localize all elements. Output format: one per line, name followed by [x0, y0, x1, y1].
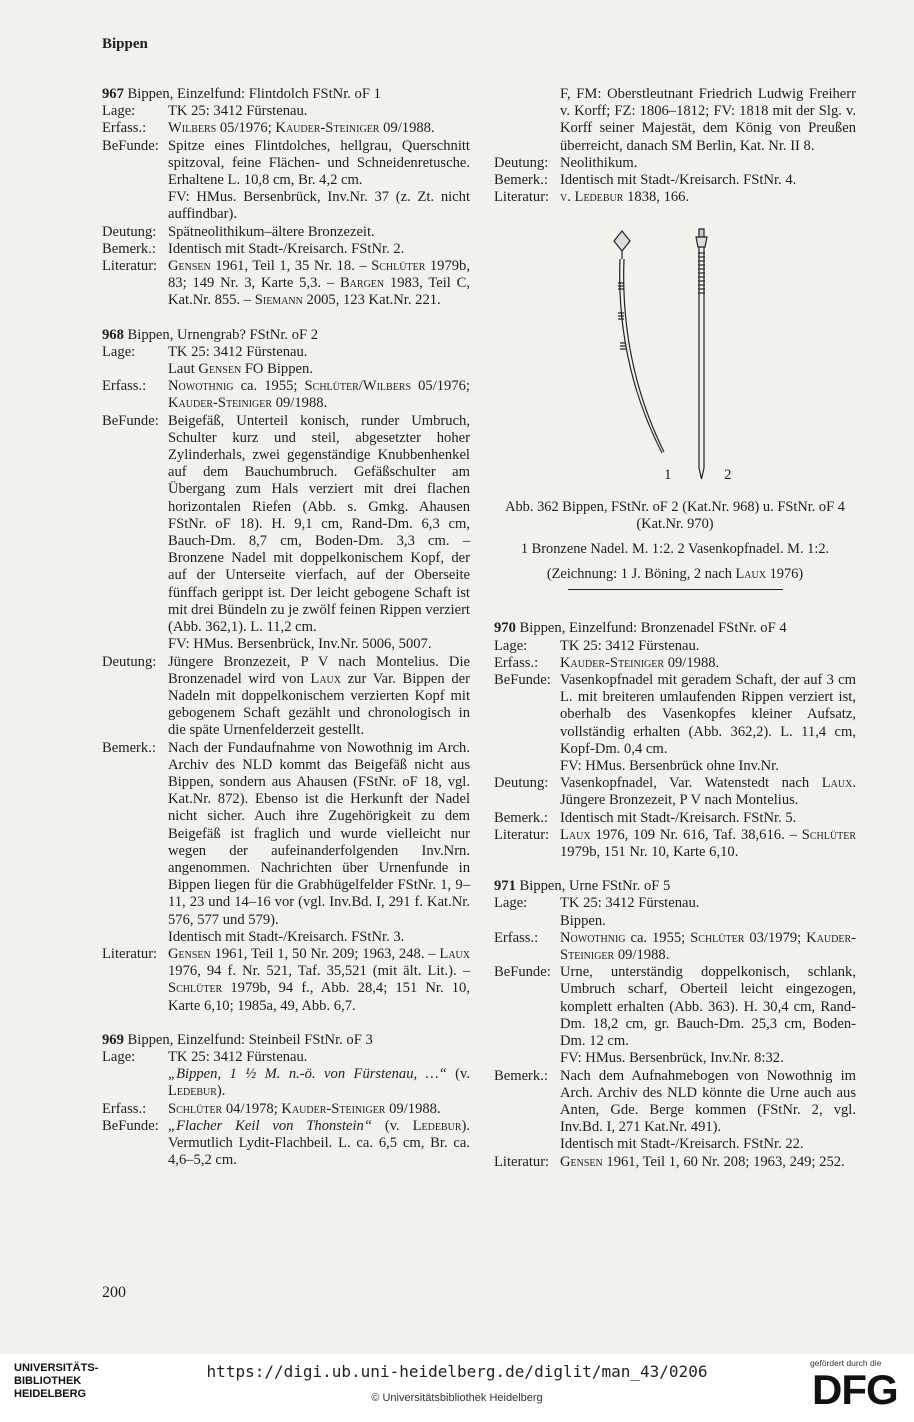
author-name: Laux: [439, 945, 470, 962]
logo-text: HEIDELBERG: [14, 1388, 87, 1400]
text-run: 1979b, 94 f., Abb. 28,4; 151 Nr. 10, Karte 6,10; 1985a, 49, Abb. 6,7.: [168, 980, 470, 1014]
entry-heading: [102, 86, 470, 103]
field-erfass: [102, 378, 470, 412]
field-deutung: [102, 654, 470, 740]
entry-971: [494, 878, 856, 1170]
author-name: Bargen: [339, 275, 385, 292]
figure-caption-line-1: Abb. 362 Bippen, FStNr. oF 2 (Kat.Nr. 968) u. FStNr. oF 4 (Kat.Nr. 970): [505, 499, 845, 533]
text-run: (Zeichnung: 1 J. Böning, 2 nach: [546, 566, 736, 583]
dfg-logo[interactable]: DFG: [812, 1366, 898, 1413]
text-run: 09/1988.: [614, 947, 670, 964]
field-value: [168, 1101, 470, 1118]
field-label: Literatur:: [102, 258, 158, 275]
field-label: BeFunde:: [102, 137, 159, 154]
entry-heading: [102, 327, 470, 344]
pin-drawings: [584, 223, 784, 491]
entry-number: 967: [102, 86, 124, 102]
field-lage: [102, 103, 470, 120]
field-label: Erfass.:: [494, 654, 539, 671]
field-value: Spätneolithikum–ältere Bronzezeit.: [168, 223, 375, 240]
field-label: Bemerk.:: [494, 809, 548, 826]
text-run: 09/1988.: [664, 654, 720, 671]
text-run: 05/1976;: [216, 120, 276, 137]
entry-969-continued: [494, 86, 856, 206]
author-name: Schlüter: [168, 980, 223, 997]
field-bemerk: [494, 172, 856, 189]
text-run: 1976, 94 f. Nr. 521, Taf. 35,521 (mit ält. Lit.). –: [168, 963, 470, 980]
field-value: [168, 120, 470, 137]
figure-label-2: 2: [724, 467, 732, 484]
author-name: Laux: [310, 670, 342, 687]
running-head: Bippen: [102, 36, 148, 52]
find-history-note: F, FM: Oberstleutnant Friedrich Ludwig Freiherr v. Korff; FZ: 1806–1812; FV: 1818 mit der Slg. v. Korff seiner Majestät, dem König von Preußen überreicht, danach SM Berlin, Kat. Nr. II 8.: [560, 86, 856, 154]
field-continuation: [168, 1066, 470, 1100]
entry-number: 970: [494, 620, 516, 637]
entry-title: Bippen, Einzelfund: Steinbeil FStNr. oF 3: [123, 1031, 373, 1048]
field-value: TK 25: 3412 Fürstenau.: [168, 103, 308, 120]
field-value: [560, 827, 856, 861]
entry-969: [102, 1032, 470, 1170]
entry-970: [494, 620, 856, 861]
field-bemerk: [494, 810, 856, 827]
field-continuation: [168, 361, 470, 378]
text-run: 05/1976;: [411, 378, 470, 395]
author-name: Siemann: [254, 292, 303, 309]
field-value: [560, 189, 856, 206]
field-value: Urne, unterständig doppelkonisch, schlank, Umbruch scharf, Oberteil leicht eingezogen, komplett erhalten (Abb. 363). H. 30,4 cm, Rand-Dm. 18,2 cm, gr. Bauch-Dm. 25,3 cm, Boden-Dm. 12 cm.: [560, 964, 856, 1050]
field-label: BeFunde:: [494, 672, 551, 689]
field-value: Nach der Fundaufnahme von Nowothnig im Arch. Archiv des NLD kommt das Beigefäß nicht aus Bippen, sondern aus Ahausen (FStNr. oF 18, vgl. Kat.Nr. 872). Ebenso ist die Herkunft der Nadel nicht sicher. Auch ihre Zugehörigkeit zu dem Beigefäß ist fraglich und wurde vielleicht nur wegen der aufeinanderfolgenden Inv.Nrn. angenommen. Nachrichten über Urnenfunde in Bippen liegen für die Grabhügelfelder FStNr. 1, 9–11, 23 und 14–16 vor (vgl. Inv.Bd. I, 291 f. Kat.Nr. 576, 577 und 579).: [168, 739, 470, 928]
author-name: Ledebur: [574, 189, 624, 206]
field-label: Bemerk.:: [494, 1067, 548, 1084]
field-literatur: [494, 189, 856, 206]
field-bemerk: [102, 740, 470, 929]
text-run: 1976, 109 Nr. 616, Taf. 38,616. –: [590, 826, 802, 843]
field-lage: [494, 895, 856, 912]
field-befunde: [102, 1118, 470, 1170]
text-run: Vasenkopfnadel, Var. Watenstedt nach: [560, 775, 822, 792]
field-value: Identisch mit Stadt-/Kreisarch. FStNr. 2.: [168, 240, 405, 257]
field-value: [560, 655, 856, 672]
right-column: [494, 86, 856, 1188]
author-name: Kauder-Steiniger: [275, 120, 380, 137]
field-label: Literatur:: [102, 945, 158, 962]
field-label: Erfass.:: [102, 378, 147, 395]
left-column: [102, 86, 470, 1186]
author-name: Gensen: [560, 1153, 603, 1170]
author-name: Kauder-Steiniger: [168, 395, 273, 412]
field-continuation: Identisch mit Stadt-/Kreisarch. FStNr. 3.: [168, 928, 405, 945]
text-run: 1976): [765, 566, 804, 583]
text-run: 1961, Teil 1, 60 Nr. 208; 1963, 249; 252.: [602, 1153, 845, 1170]
field-value: [560, 1154, 856, 1171]
field-erfass: [102, 1101, 470, 1118]
field-value: Nach dem Aufnahmebogen von Nowothnig im Arch. Archiv des NLD könnte die Urne auch aus Anten, Gde. Berge kommen (FStNr. 2, vgl. Inv.Bd. I, 271 Kat.Nr. 491).: [560, 1067, 856, 1136]
logo-text: UNIVERSITÄTS-: [14, 1362, 99, 1374]
author-name: Schlüter: [690, 929, 745, 946]
field-deutung: [494, 775, 856, 809]
field-label: Erfass.:: [102, 1100, 147, 1117]
figure-362: [494, 223, 856, 491]
field-bemerk: [494, 1068, 856, 1137]
author-name: Wilbers: [168, 120, 217, 137]
text-run: (v.: [446, 1066, 470, 1083]
field-continuation: Identisch mit Stadt-/Kreisarch. FStNr. 22.: [560, 1136, 804, 1153]
copyright-notice: © Universitätsbibliothek Heidelberg: [371, 1392, 543, 1404]
find-location-note: FV: HMus. Bersenbrück, Inv.Nr. 37 (z. Zt. nicht auffindbar).: [168, 189, 470, 223]
field-lage: [494, 638, 856, 655]
text-run: 1979b, 151 Nr. 10, Karte 6,10.: [560, 844, 739, 861]
entry-title: Bippen, Urnengrab? FStNr. oF 2: [123, 326, 319, 343]
vase-head-pin-drawing: [696, 229, 707, 479]
field-continuation: Bippen.: [560, 912, 606, 929]
text-run: (v.: [371, 1117, 413, 1134]
author-name: Kauder-Steiniger: [281, 1100, 386, 1117]
author-name: Nowothnig: [560, 929, 626, 946]
field-label: Lage:: [494, 895, 528, 912]
field-value: Vasenkopfnadel mit geradem Schaft, der auf 3 cm L. mit breiteren umlaufenden Rippen verziert ist, oberhalb des Vasenkopfes kleiner Aufsatz, vollständig erhalten (Abb. 362,2). L. 11,4 cm, Kopf-Dm. 0,4 cm.: [560, 672, 856, 757]
author-name: Laux: [821, 775, 853, 792]
text-run: ca. 1955;: [233, 378, 305, 395]
logo-text: BIBLIOTHEK: [14, 1375, 82, 1387]
field-label: Deutung:: [102, 223, 157, 240]
entry-heading: [102, 1032, 470, 1049]
field-value: TK 25: 3412 Fürstenau.: [560, 895, 700, 912]
text-run: 03/1979;: [744, 929, 807, 946]
field-value: [560, 775, 856, 809]
text-run: ). Vermutlich Lydit-Flachbeil. L. ca. 6,5 cm, Br. ca. 4,6–5,2 cm.: [168, 1117, 471, 1169]
entry-number: 968: [102, 326, 124, 343]
field-erfass: [102, 120, 470, 137]
author-name: Schlüter/Wilbers: [304, 378, 412, 395]
field-value: [168, 258, 470, 310]
entry-heading: [494, 878, 856, 895]
entry-number: 971: [494, 878, 516, 895]
entry-number: 969: [102, 1031, 124, 1048]
author-name: Laux: [560, 826, 591, 843]
find-location-note: FV: HMus. Bersenbrück, Inv.Nr. 5006, 5007.: [168, 636, 432, 653]
text-run: 1961, Teil 1, 35 Nr. 18. –: [210, 258, 372, 275]
field-value: [560, 930, 856, 964]
field-literatur: [494, 827, 856, 861]
field-label: Erfass.:: [102, 120, 147, 137]
field-befunde: [102, 138, 470, 190]
text-run: 2005, 123 Kat.Nr. 221.: [302, 292, 441, 309]
field-label: Lage:: [494, 637, 528, 654]
text-run: 09/1988.: [272, 395, 328, 412]
field-value: [168, 378, 470, 412]
field-label: Deutung:: [494, 775, 549, 792]
field-value: Identisch mit Stadt-/Kreisarch. FStNr. 4.: [560, 172, 797, 189]
bronze-pin-drawing: [614, 231, 664, 453]
author-name: Schlüter: [371, 258, 426, 275]
field-lage: [102, 344, 470, 361]
entry-title: Bippen, Urne FStNr. oF 5: [515, 878, 671, 895]
text-run: FO Bippen.: [241, 361, 313, 378]
field-befunde: [494, 672, 856, 758]
field-bemerk: [102, 241, 470, 258]
author-name: Gensen: [168, 258, 211, 275]
text-run: Jüngere Bronzezeit, P V nach Montelius. Die Bronzenadel wird von: [168, 653, 470, 687]
field-label: Bemerk.:: [102, 240, 156, 257]
field-label: Literatur:: [494, 189, 550, 206]
field-deutung: [494, 155, 856, 172]
field-label: Literatur:: [494, 1153, 550, 1170]
field-value: [168, 654, 470, 740]
caption-divider: [568, 589, 783, 590]
field-label: Deutung:: [102, 653, 157, 670]
entry-title: Bippen, Einzelfund: Flintdolch FStNr. oF 1: [123, 86, 381, 102]
figure-caption-line-2: 1 Bronzene Nadel. M. 1:2. 2 Vasenkopfnadel. M. 1:2.: [520, 541, 830, 558]
field-literatur: [102, 258, 470, 310]
field-deutung: [102, 224, 470, 241]
field-value: Identisch mit Stadt-/Kreisarch. FStNr. 5.: [560, 809, 797, 826]
field-value: TK 25: 3412 Fürstenau.: [168, 1048, 308, 1065]
field-befunde: [494, 964, 856, 1050]
text-run: 1838, 166.: [623, 189, 690, 206]
text-run: zur Var. Bippen der Nadeln mit doppelkonischem verzierten Kopf mit gebogenem Schaft gezählt und chronologisch in die späte Urnenfelderzeit gestellt.: [168, 670, 470, 739]
text-run: 09/1988.: [385, 1100, 441, 1117]
field-erfass: [494, 930, 856, 964]
field-value: TK 25: 3412 Fürstenau.: [168, 343, 308, 360]
permalink-url[interactable]: https://digi.ub.uni-heidelberg.de/diglit/man_43/0206: [206, 1362, 708, 1381]
field-label: Literatur:: [494, 826, 550, 843]
text-run: ca. 1955;: [625, 929, 691, 946]
field-label: BeFunde:: [494, 964, 551, 981]
viewer-footer: [0, 1354, 914, 1422]
field-label: Deutung:: [494, 154, 549, 171]
text-run: 1961, Teil 1, 50 Nr. 209; 1963, 248. –: [210, 945, 440, 962]
author-name: Laux: [735, 566, 766, 583]
text-run: 09/1988.: [379, 120, 435, 137]
field-label: Bemerk.:: [102, 739, 156, 756]
figure-label-1: 1: [664, 467, 672, 484]
entry-heading: [494, 620, 856, 637]
author-name: Schlüter: [168, 1100, 223, 1117]
field-literatur: [494, 1154, 856, 1171]
text-run: v.: [560, 189, 575, 206]
field-label: Erfass.:: [494, 929, 539, 946]
quotation: „Bippen, 1 ½ M. n.-ö. von Fürstenau, …“: [168, 1066, 447, 1083]
field-value: Spitze eines Flintdolches, hellgrau, Querschnitt spitzoval, feine Flächen- und Schneidenretusche. Erhaltene L. 10,8 cm, Br. 4,2 cm.: [168, 137, 470, 189]
entry-967: [102, 86, 470, 310]
field-value: Neolithikum.: [560, 154, 638, 171]
author-name: Nowothnig: [168, 378, 234, 395]
text-run: 1983, Teil C, Kat.Nr. 855. –: [168, 275, 470, 309]
author-name: Ledebur: [168, 1083, 217, 1100]
field-befunde: [102, 413, 470, 637]
text-run: . Jüngere Bronzezeit, P V nach Montelius.: [560, 775, 856, 809]
author-name: Schlüter: [801, 826, 856, 843]
figure-caption-line-3: [494, 566, 856, 583]
field-label: Lage:: [102, 343, 136, 360]
field-label: BeFunde:: [102, 412, 159, 429]
quotation: „Flacher Keil von Thonstein“: [168, 1117, 372, 1134]
field-value: Beigefäß, Unterteil konisch, runder Umbruch, Schulter kurz und steil, abgesetzter hoher Zylinderhals, zwei gegenständige Knubbenhenkel auf dem Bauchumbruch. Gefäßschulter am Übergang zum Hals verziert mit drei flachen horizontalen Riefen (Abb. s. Gmkg. Ahausen FStNr. oF 18). H. 9,1 cm, Rand-Dm. 6,3 cm, Bauch-Dm. 8,7 cm, Boden-Dm. 3,3 cm. – Bronzene Nadel mit doppelkonischem Kopf, der auf der Unterseite vierfach, auf der Oberseite fünffach gerippt ist. Der leicht gebogene Schaft ist mit drei Bündeln zu je zwölf feinen Rippen verziert (Abb. 362,1). L. 11,2 cm.: [168, 412, 470, 636]
field-label: Lage:: [102, 103, 136, 120]
find-location-note: FV: HMus. Bersenbrück, Inv.Nr. 8:32.: [560, 1050, 784, 1067]
text-run: 1979b, 83; 149 Nr. 3, Karte 5,3. –: [168, 258, 471, 292]
text-run: Laut: [168, 361, 199, 378]
field-literatur: [102, 946, 470, 1015]
field-lage: [102, 1049, 470, 1066]
author-name: Gensen: [168, 945, 211, 962]
field-label: Bemerk.:: [494, 172, 548, 189]
field-erfass: [494, 655, 856, 672]
author-name: Kauder-Steiniger: [560, 654, 665, 671]
field-label: Lage:: [102, 1048, 136, 1065]
author-name: Kauder-Steiniger: [560, 929, 856, 964]
entry-968: [102, 327, 470, 1015]
field-label: BeFunde:: [102, 1117, 159, 1134]
funding-note: gefördert durch die: [810, 1358, 882, 1368]
text-run: 04/1978;: [222, 1100, 282, 1117]
page-number: 200: [102, 1284, 126, 1301]
field-value: [168, 1118, 470, 1170]
field-value: [168, 946, 470, 1015]
field-value: TK 25: 3412 Fürstenau.: [560, 637, 700, 654]
find-location-note: FV: HMus. Bersenbrück ohne Inv.Nr.: [560, 758, 779, 775]
text-run: ).: [216, 1083, 226, 1100]
entry-title: Bippen, Einzelfund: Bronzenadel FStNr. oF 4: [515, 620, 787, 637]
author-name: Gensen: [198, 361, 242, 378]
author-name: Ledebur: [412, 1117, 462, 1134]
